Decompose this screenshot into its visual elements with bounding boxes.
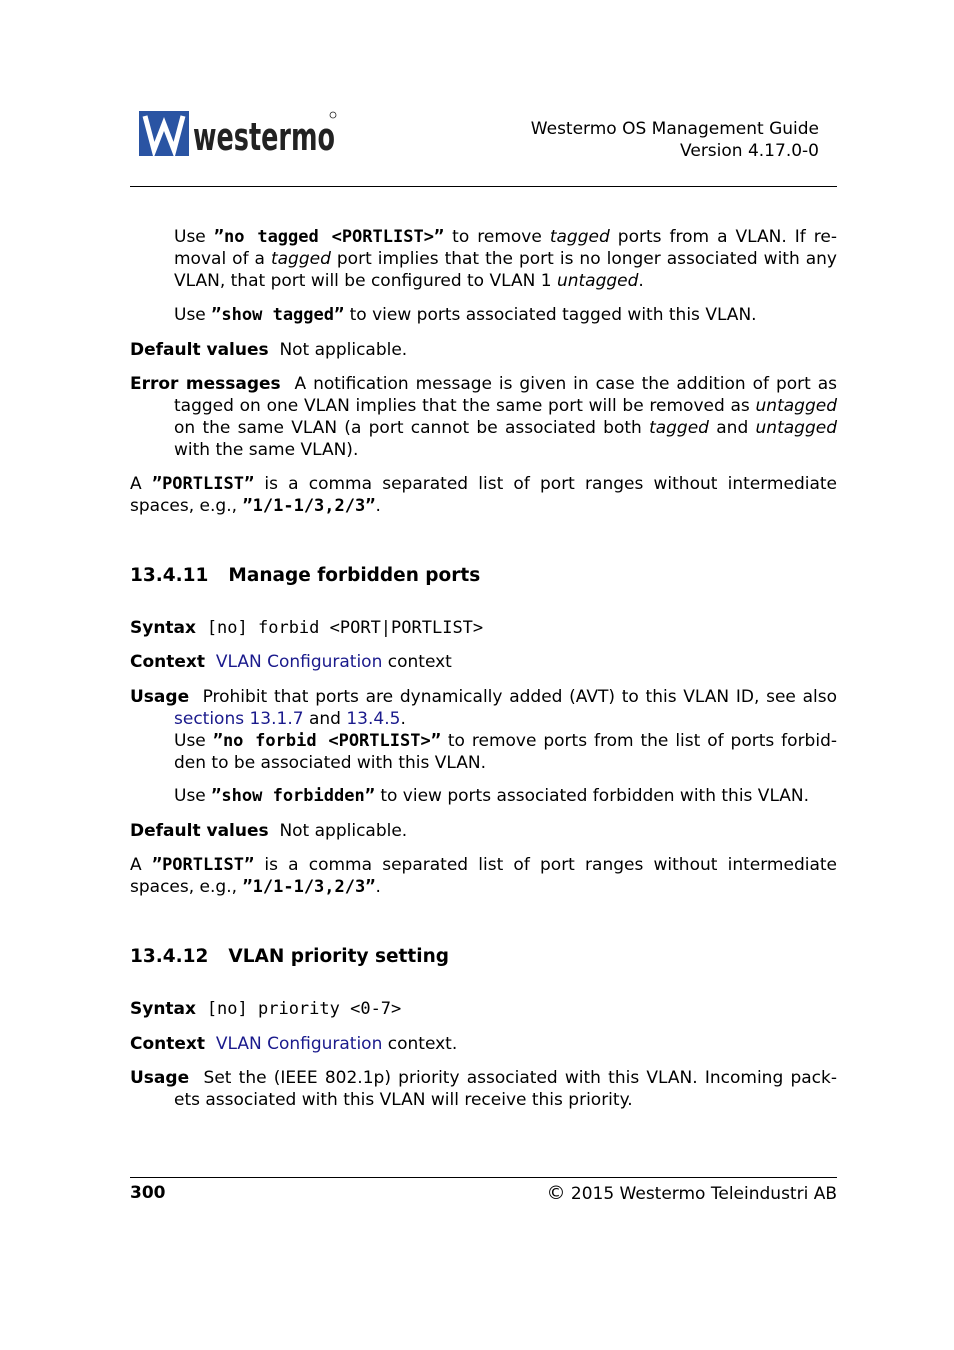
copyright-icon: ©: [546, 1182, 566, 1204]
header-text: [531, 118, 819, 162]
section-13-4-5-link[interactable]: 13.4.5: [346, 709, 401, 729]
header-rule: [130, 186, 837, 187]
usage-forbid: Usage Prohibit that ports are dynamically added (AVT) to this VLAN ID, see also sections 13.1.7 and 13.4.5. Use ”no forbid <PORTLIST>” to remove ports from the list of ports forbid- den to be associated with this VLAN.: [130, 687, 837, 773]
westermo-logo: [139, 110, 339, 158]
sections-13-1-7-link[interactable]: sections 13.1.7: [174, 709, 304, 729]
footer-rule: [130, 1177, 837, 1178]
show-tagged-paragraph: Use ”show tagged” to view ports associated tagged with this VLAN.: [174, 305, 757, 325]
syntax-priority: Syntax [no] priority <0-7>: [130, 999, 402, 1019]
context-forbid: Context VLAN Configuration context: [130, 652, 452, 672]
vlan-configuration-link[interactable]: VLAN Configuration: [215, 652, 383, 672]
guide-title: Westermo OS Management Guide: [530, 119, 819, 139]
default-values-1: Default values Not applicable.: [130, 340, 408, 360]
syntax-forbid: Syntax [no] forbid <PORT|PORTLIST>: [130, 618, 484, 638]
westermo-logo-mark: [139, 110, 339, 158]
context-priority: Context VLAN Configuration context.: [130, 1034, 458, 1054]
section-heading-forbidden: 13.4.11 Manage forbidden ports: [130, 565, 481, 586]
guide-version: Version 4.17.0-0: [680, 141, 819, 161]
usage-priority: Usage Set the (IEEE 802.1p) priority associated with this VLAN. Incoming pack- ets associated with this VLAN will receive this priority.: [130, 1068, 837, 1110]
section-heading-priority: 13.4.12 VLAN priority setting: [130, 946, 449, 967]
portlist-note-2: A ”PORTLIST” is a comma separated list of port ranges without intermediate spaces, e.g., ”1/1-1/3,2/3”.: [130, 855, 837, 897]
error-messages: Error messages A notification message is given in case the addition of port as tagged on one VLAN implies that the same port will be removed as untagged on the same VLAN (a port cannot be associated both tagged and untagged with the same VLAN).: [130, 374, 837, 460]
portlist-note-1: A ”PORTLIST” is a comma separated list of port ranges without intermediate spaces, e.g., ”1/1-1/3,2/3”.: [130, 474, 837, 516]
logo-wordmark: westermo: [193, 115, 335, 159]
page-number: 300: [130, 1183, 166, 1203]
copyright: © 2015 Westermo Teleindustri AB: [546, 1182, 837, 1204]
default-values-2: Default values Not applicable.: [130, 821, 408, 841]
show-forbidden-paragraph: Use ”show forbidden” to view ports associated forbidden with this VLAN.: [174, 786, 810, 806]
tagged-remove-paragraph: Use ”no tagged <PORTLIST>” to remove tagged ports from a VLAN. If re- moval of a tagged port implies that the port is no longer associated with any VLAN, that port will be configured to VLAN 1 untagged.: [174, 227, 837, 291]
vlan-configuration-link[interactable]: VLAN Configuration: [215, 1034, 383, 1054]
